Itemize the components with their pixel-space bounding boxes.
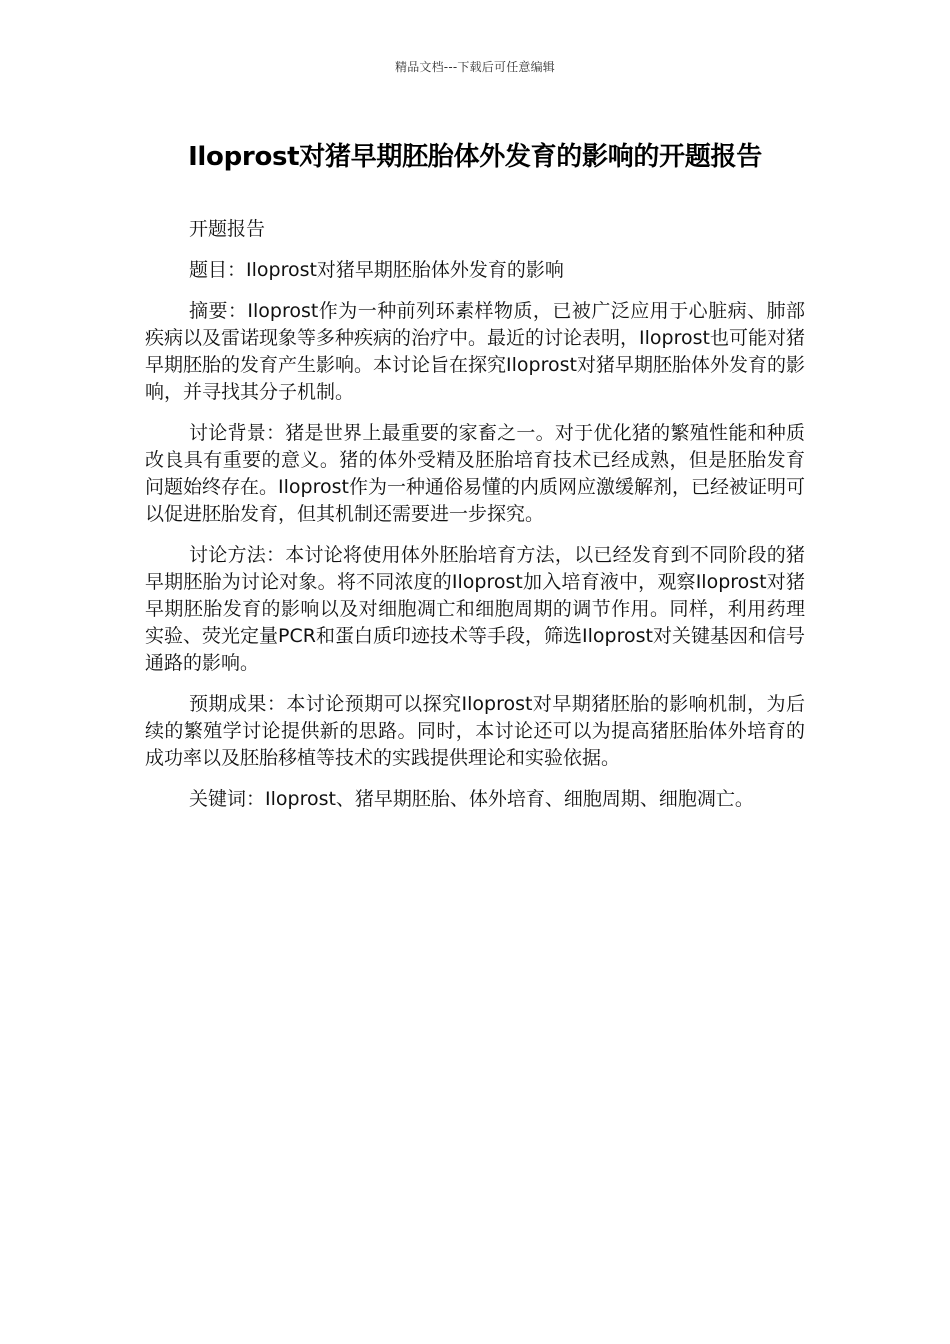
document-body — [145, 216, 805, 827]
paragraph-expected-results: 预期成果：本讨论预期可以探究Iloprost对早期猪胚胎的影响机制，为后续的繁殖学讨论提供新的思路。同时，本讨论还可以为提高猪胚胎体外培育的成功率以及胚胎移植等技术的实践提供理论和实验依据。 — [145, 693, 805, 769]
header-note: 精品文档---下载后可任意编辑 — [395, 60, 555, 74]
paragraph-abstract: 摘要：Iloprost作为一种前列环素样物质，已被广泛应用于心脏病、肺部疾病以及雷诺现象等多种疾病的治疗中。最近的讨论表明，Iloprost也可能对猪早期胚胎的发育产生影响。本讨论旨在探究Iloprost对猪早期胚胎体外发育的影响，并寻找其分子机制。 — [145, 300, 805, 403]
paragraph-methods: 讨论方法：本讨论将使用体外胚胎培育方法，以已经发育到不同阶段的猪早期胚胎为讨论对象。将不同浓度的Iloprost加入培育液中，观察Iloprost对猪早期胚胎发育的影响以及对细胞凋亡和细胞周期的调节作用。同样，利用药理实验、荧光定量PCR和蛋白质印迹技术等手段，筛选Iloprost对关键基因和信号通路的影响。 — [145, 544, 805, 674]
paragraph-keywords: 关键词：Iloprost、猪早期胚胎、体外培育、细胞周期、细胞凋亡。 — [189, 788, 754, 810]
paragraph-topic: 题目：Iloprost对猪早期胚胎体外发育的影响 — [189, 259, 564, 281]
paragraph-background: 讨论背景：猪是世界上最重要的家畜之一。对于优化猪的繁殖性能和种质改良具有重要的意义。猪的体外受精及胚胎培育技术已经成熟，但是胚胎发育问题始终存在。Iloprost作为一种通俗易懂的内质网应激缓解剂，已经被证明可以促进胚胎发育，但其机制还需要进一步探究。 — [145, 422, 805, 525]
document-title: Iloprost对猪早期胚胎体外发育的影响的开题报告 — [188, 142, 762, 172]
paragraph-report-label: 开题报告 — [189, 218, 266, 240]
